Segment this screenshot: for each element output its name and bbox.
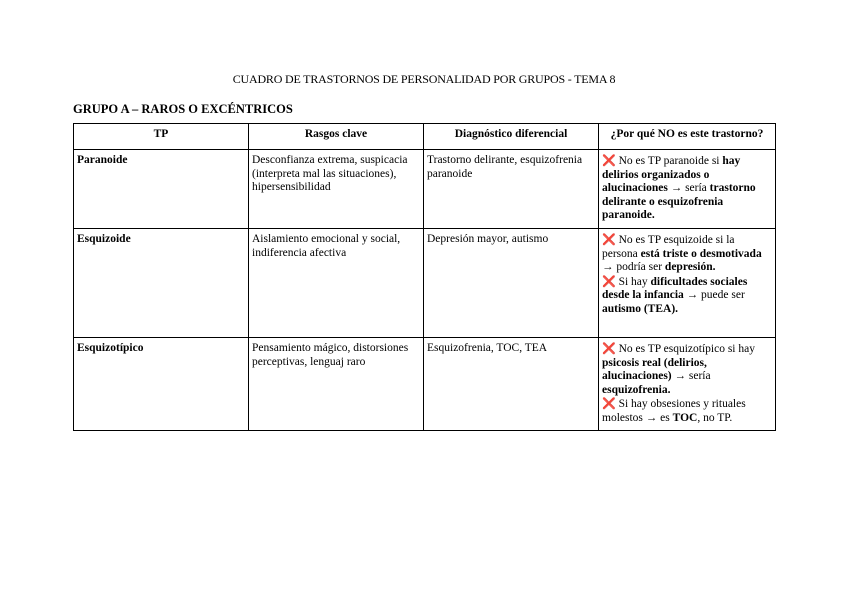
header-tp: TP <box>74 124 249 150</box>
document-title: CUADRO DE TRASTORNOS DE PERSONALIDAD POR GRUPOS - TEMA 8 <box>232 72 616 86</box>
reason-bold: trastorno delirante o esquizofrenia paranoide. <box>602 182 756 221</box>
reason-bold: autismo (TEA). <box>602 302 679 315</box>
reason-item <box>602 342 772 397</box>
reason-text: No es TP esquizoide si la persona <box>602 234 735 260</box>
header-por-que: ¿Por qué NO es este trastorno? <box>599 124 776 150</box>
header-diagnostico: Diagnóstico diferencial <box>424 124 599 150</box>
cross-mark-icon: ❌ <box>602 397 616 410</box>
cross-mark-icon: ❌ <box>602 342 616 355</box>
cross-mark-icon: ❌ <box>602 274 616 288</box>
personality-disorders-table <box>73 123 776 431</box>
table-row <box>74 150 776 229</box>
cell-diagnostico: Trastorno delirante, esquizofrenia paranoide <box>424 150 599 229</box>
reason-item <box>602 233 772 275</box>
table-row <box>74 338 776 431</box>
cell-rasgos: Aislamiento emocional y social, indiferencia afectiva <box>249 229 424 338</box>
cross-mark-icon: ❌ <box>602 154 616 167</box>
reason-bold: está triste o desmotivada <box>640 247 762 260</box>
cell-por-que <box>599 150 776 229</box>
cell-tp: Paranoide <box>74 150 249 229</box>
cell-rasgos: Desconfianza extrema, suspicacia (interpreta mal las situaciones), hipersensibilidad <box>249 150 424 229</box>
reason-item <box>602 275 772 317</box>
cell-diagnostico: Esquizofrenia, TOC, TEA <box>424 338 599 431</box>
cell-por-que <box>599 338 776 431</box>
reason-text: Si hay <box>615 275 651 288</box>
reason-text: Si hay obsesiones y rituales molestos → es <box>602 398 746 424</box>
cell-por-que <box>599 229 776 338</box>
reason-item <box>602 397 772 425</box>
header-rasgos: Rasgos clave <box>249 124 424 150</box>
cross-mark-icon: ❌ <box>602 233 616 246</box>
reason-text: → sería <box>667 182 710 194</box>
cell-tp: Esquizoide <box>74 229 249 338</box>
reason-item <box>602 154 772 223</box>
reason-bold: psicosis real (delirios, alucinaciones) <box>602 356 707 382</box>
reason-text: , no TP. <box>697 411 733 424</box>
reason-text: → sería <box>671 370 711 382</box>
cell-rasgos: Pensamiento mágico, distorsiones perceptivas, lenguaj raro <box>249 338 424 431</box>
table-header-row <box>74 124 776 150</box>
reason-bold: hay delirios organizados o alucinaciones <box>602 155 741 194</box>
table-row <box>74 229 776 338</box>
reason-bold: dificultades sociales desde la infancia <box>602 275 748 301</box>
reason-text: No es TP paranoide si <box>615 155 723 167</box>
reason-text: → puede ser <box>683 289 745 301</box>
reason-bold: esquizofrenia. <box>602 383 671 396</box>
cell-diagnostico: Depresión mayor, autismo <box>424 229 599 338</box>
cell-tp: Esquizotípico <box>74 338 249 431</box>
section-heading: GRUPO A – RAROS O EXCÉNTRICOS <box>73 102 293 116</box>
reason-text: → podría ser <box>602 261 665 273</box>
reason-text: No es TP esquizotípico si hay <box>615 343 755 355</box>
reason-bold: TOC <box>672 411 698 424</box>
reason-bold: depresión. <box>664 261 716 273</box>
